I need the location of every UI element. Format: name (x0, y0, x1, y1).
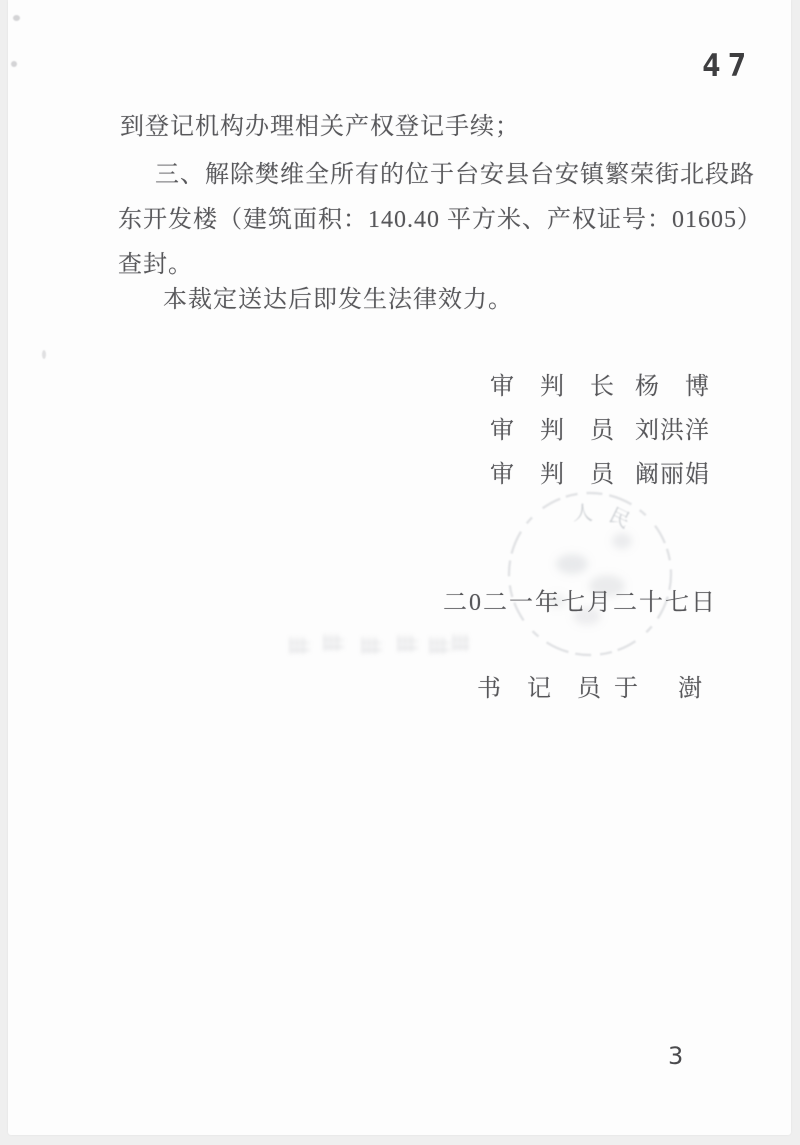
scan-speck (13, 15, 20, 21)
scan-speck (42, 350, 46, 359)
signature-clerk (477, 668, 710, 703)
court-seal-ghost (502, 486, 678, 662)
signature-judge-2 (490, 454, 710, 489)
signature-role: 审 判 长 (490, 374, 615, 400)
paragraph-item-three-line2: 东开发楼（建筑面积：140.40 平方米、产权证号：01605） (118, 207, 762, 233)
archive-number-stamp: 47 (702, 48, 754, 84)
signature-name: 刘洪洋 (635, 418, 710, 444)
paragraph-legal-effect: 本裁定送达后即发生法律效力。 (163, 287, 513, 313)
signature-role: 书 记 员 (477, 676, 602, 702)
paragraph-registration-procedures: 到登记机构办理相关产权登记手续； (120, 114, 520, 140)
seal-ring (509, 493, 671, 655)
signature-name: 杨 博 (635, 374, 710, 400)
signature-name: 阚丽娟 (635, 462, 710, 488)
ink-smudge (290, 633, 475, 661)
signature-judge-1 (490, 410, 710, 445)
page-number: 3 (668, 1042, 684, 1070)
document-page (8, 0, 791, 1135)
ruling-date: 二0二一年七月二十七日 (443, 590, 717, 616)
paragraph-item-three-line1: 三、解除樊维全所有的位于台安县台安镇繁荣街北段路 (155, 162, 755, 188)
signature-role: 审 判 员 (490, 462, 615, 488)
signature-name: 于 澍 (614, 676, 710, 702)
signature-role: 审 判 员 (490, 418, 615, 444)
paragraph-item-three-line3: 查封。 (118, 252, 193, 278)
seal-rim-text: 人民 (572, 502, 646, 540)
signature-presiding-judge (490, 366, 710, 401)
scan-speck (11, 61, 17, 67)
